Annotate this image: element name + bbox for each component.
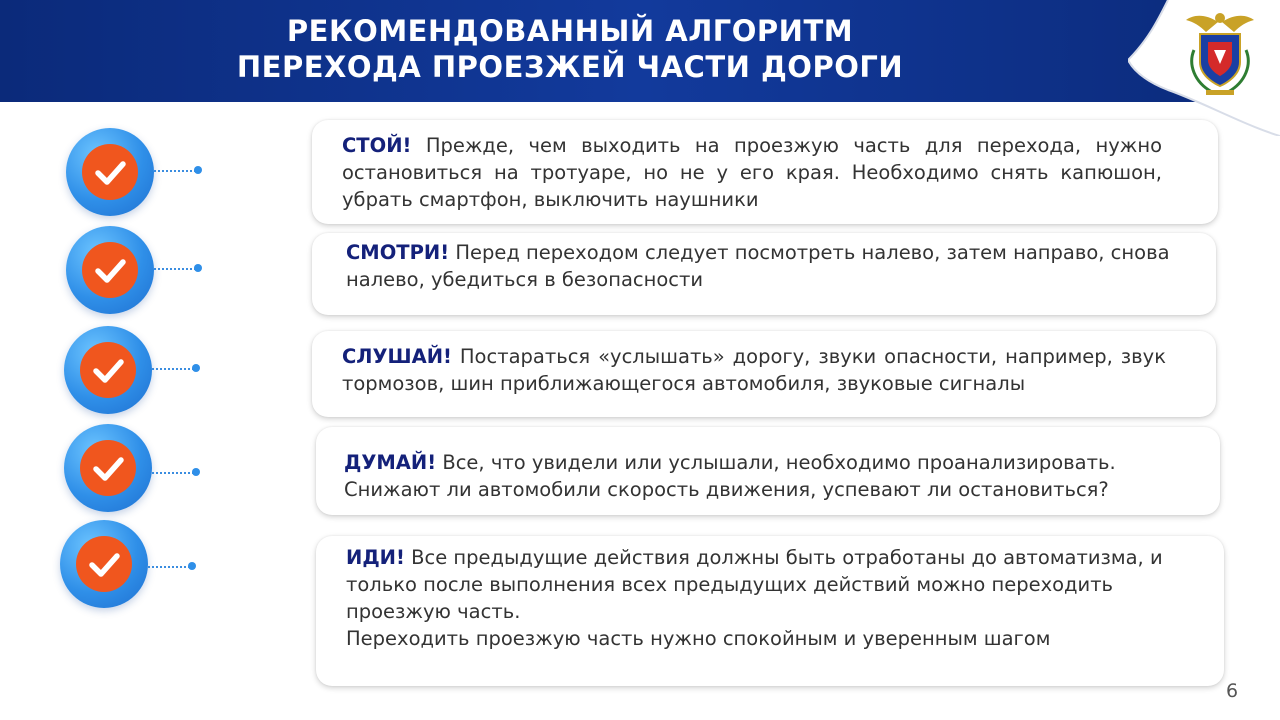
checkmark-icon (78, 140, 142, 204)
step-4-connector (152, 472, 194, 474)
step-3-connector (152, 368, 194, 370)
page-number: 6 (1226, 680, 1239, 702)
step-1-text: Прежде, чем выходить на проезжую часть для перехода, нужно остановиться на тротуаре, но не у его края. Необходимо снять капюшон, убрать смартфон, выключить наушники (342, 134, 1162, 211)
step-4-dot (192, 468, 200, 476)
step-4-badge (64, 424, 152, 512)
police-emblem-icon (1128, 0, 1280, 136)
step-4-card (316, 427, 1220, 515)
step-5-text-block (346, 544, 1194, 625)
step-3-text: Постараться «услышать» дорогу, звуки опасности, например, звук тормозов, шин приближающегося автомобиля, звуковые сигналы (342, 345, 1166, 395)
checkmark-icon (76, 436, 140, 500)
step-5-text: Все предыдущие действия должны быть отработаны до автоматизма, и только после выполнения всех предыдущих действий можно переходить проезжую часть. (346, 546, 1163, 623)
step-5-card (316, 536, 1224, 686)
page-title-line2: ПЕРЕХОДА ПРОЕЗЖЕЙ ЧАСТИ ДОРОГИ (236, 50, 904, 84)
step-4-text-block (344, 449, 1180, 503)
step-2-badge (66, 226, 154, 314)
step-4-text: Все, что увидели или услышали, необходимо проанализировать. Снижают ли автомобили скорость движения, успевают ли остановиться? (344, 451, 1116, 501)
step-2-dot (194, 264, 202, 272)
step-3-text-block (342, 343, 1166, 397)
step-2-keyword: СМОТРИ! (346, 241, 450, 264)
step-1-keyword: СТОЙ! (342, 134, 412, 157)
checkmark-icon (78, 238, 142, 302)
step-2-connector (154, 268, 196, 270)
step-5-dot (188, 562, 196, 570)
step-3-dot (192, 364, 200, 372)
step-1-text-block (342, 132, 1162, 213)
step-4-keyword: ДУМАЙ! (344, 451, 437, 474)
emblem-corner (1128, 0, 1280, 136)
step-2-text-block (346, 239, 1176, 293)
step-2-text: Перед переходом следует посмотреть налево, затем направо, снова налево, убедиться в безопасности (346, 241, 1170, 291)
header-banner (0, 0, 1280, 102)
step-1-dot (194, 166, 202, 174)
step-1-badge (66, 128, 154, 216)
step-3-keyword: СЛУШАЙ! (342, 345, 452, 368)
step-1-card (312, 120, 1218, 224)
step-5-connector (148, 566, 190, 568)
step-5-keyword: ИДИ! (346, 546, 405, 569)
step-1-connector (154, 170, 196, 172)
checkmark-icon (76, 338, 140, 402)
step-3-badge (64, 326, 152, 414)
step-3-card (312, 331, 1216, 417)
checkmark-icon (72, 532, 136, 596)
step-2-card (312, 233, 1216, 315)
page-title-line1: РЕКОМЕНДОВАННЫЙ АЛГОРИТМ (286, 14, 854, 48)
step-5-text-2: Переходить проезжую часть нужно спокойным и уверенным шагом (346, 627, 1051, 650)
step-5-badge (60, 520, 148, 608)
